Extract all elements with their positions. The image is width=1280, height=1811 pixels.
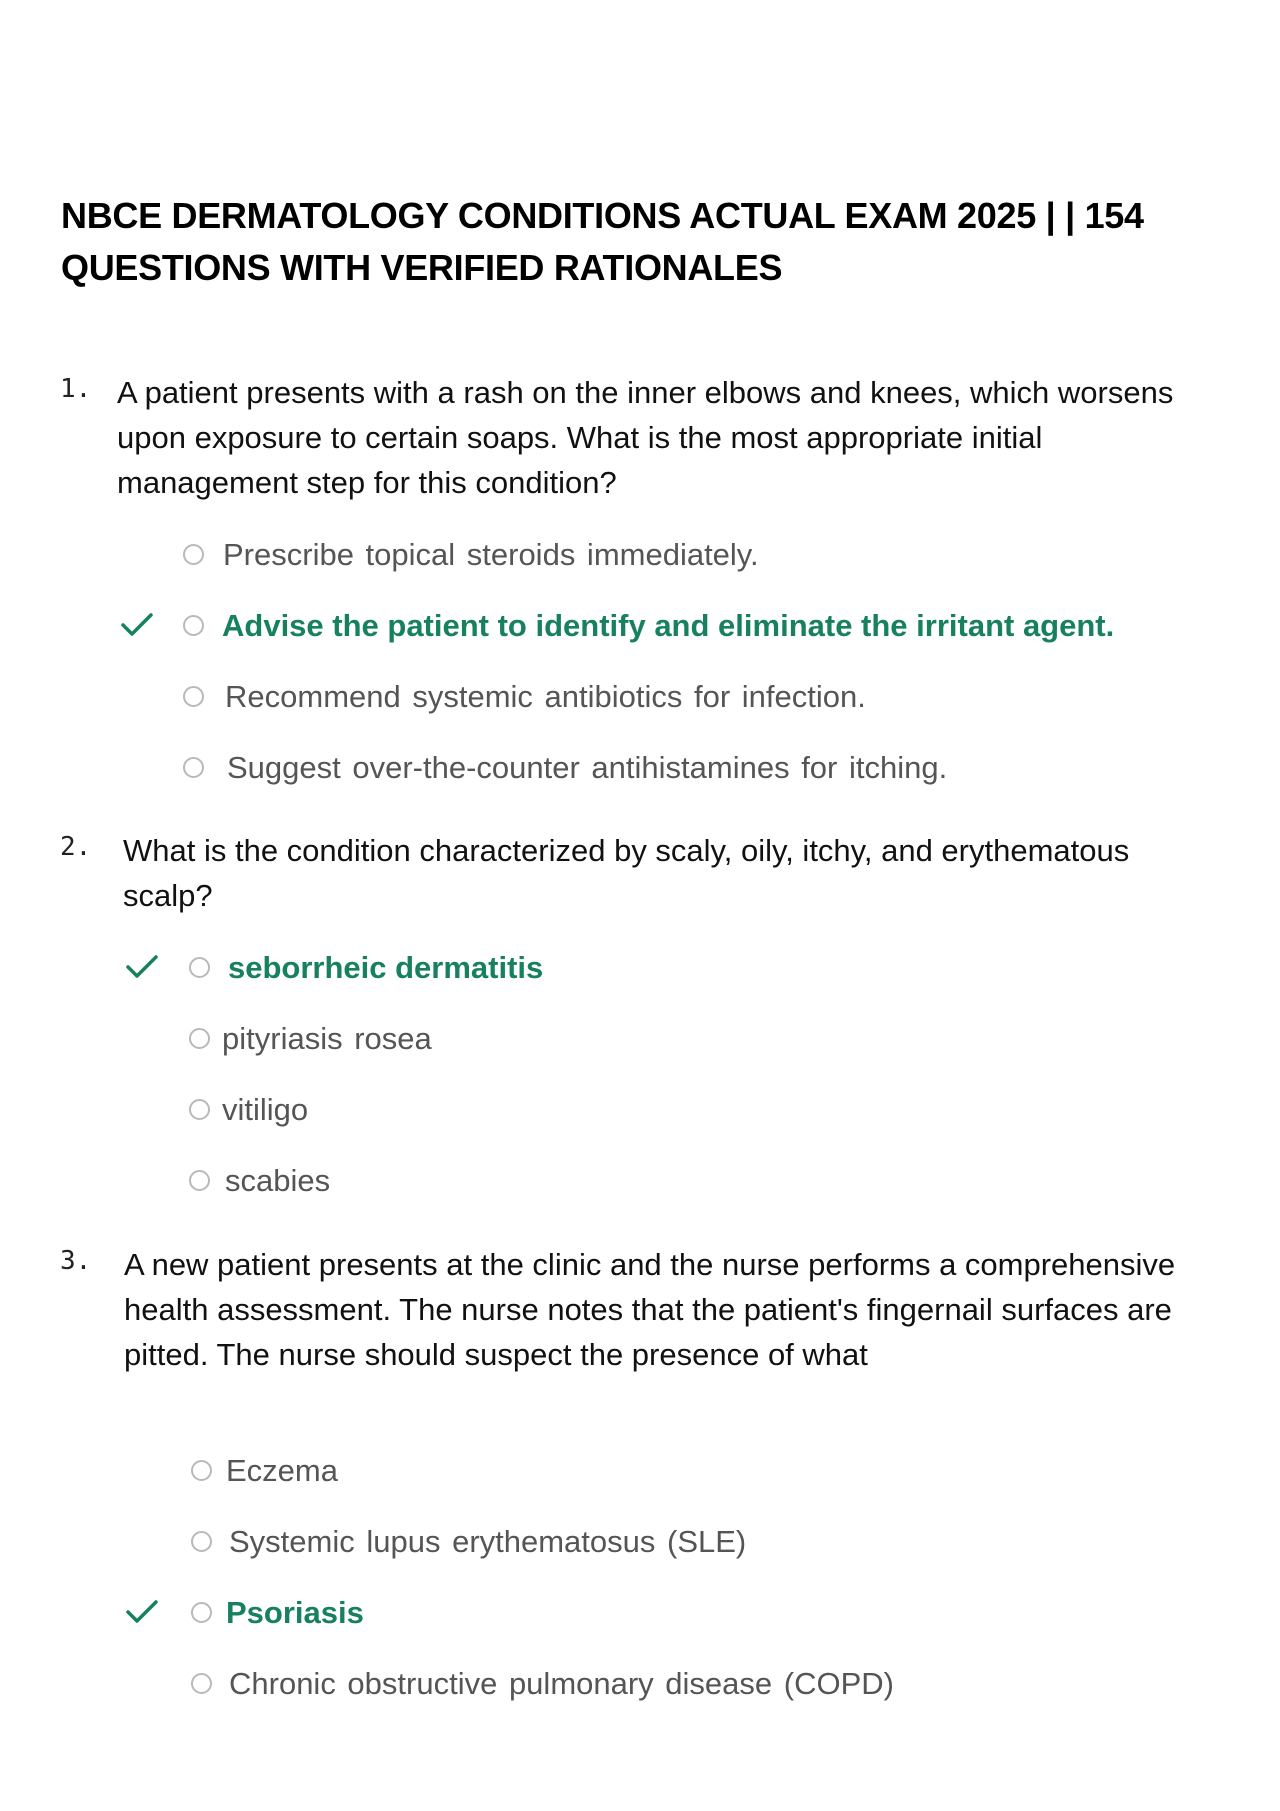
question-text: What is the condition characterized by scaly, oily, itchy, and erythematous scalp? xyxy=(123,833,1130,913)
option-label: scabies xyxy=(225,1163,331,1198)
answer-option-correct[interactable] xyxy=(0,604,1280,648)
checkmark-icon xyxy=(119,606,155,642)
question-number: 3. xyxy=(60,1246,92,1276)
option-label: Recommend systemic antibiotics for infection. xyxy=(225,679,866,714)
option-label: Advise the patient to identify and eliminate the irritant agent. xyxy=(222,608,1115,643)
answer-option[interactable] xyxy=(0,1662,1280,1706)
question-number: 1. xyxy=(60,374,92,404)
answer-option[interactable] xyxy=(0,675,1280,719)
radio-circle-icon[interactable] xyxy=(189,1028,210,1049)
checkmark-icon xyxy=(124,1593,160,1629)
answer-option[interactable] xyxy=(0,1017,1280,1061)
answer-option-correct[interactable] xyxy=(0,946,1280,990)
radio-circle-icon[interactable] xyxy=(183,544,204,565)
radio-circle-icon[interactable] xyxy=(183,686,204,707)
answer-option[interactable] xyxy=(0,746,1280,790)
radio-circle-icon[interactable] xyxy=(189,1099,210,1120)
question-number: 2. xyxy=(60,832,92,862)
checkmark-icon xyxy=(124,948,160,984)
option-label: Systemic lupus erythematosus (SLE) xyxy=(229,1524,747,1559)
option-label: Suggest over-the-counter antihistamines for itching. xyxy=(227,750,948,785)
radio-circle-icon[interactable] xyxy=(191,1531,212,1552)
question-text: A patient presents with a rash on the inner elbows and knees, which worsens upon exposure to certain soaps. What is the most appropriate initial management step for this condition? xyxy=(117,375,1174,500)
radio-circle-icon[interactable] xyxy=(191,1602,212,1623)
radio-circle-icon[interactable] xyxy=(189,1170,210,1191)
answer-option[interactable] xyxy=(0,1159,1280,1203)
answer-option[interactable] xyxy=(0,1449,1280,1493)
question-text: A new patient presents at the clinic and the nurse performs a comprehensive health assessment. The nurse notes that the patient's fingernail surfaces are pitted. The nurse should suspect the presence of what xyxy=(124,1247,1176,1372)
radio-circle-icon[interactable] xyxy=(191,1460,212,1481)
option-label: vitiligo xyxy=(222,1092,309,1127)
answer-option[interactable] xyxy=(0,1088,1280,1132)
option-label: Prescribe topical steroids immediately. xyxy=(223,537,759,572)
radio-circle-icon[interactable] xyxy=(189,957,210,978)
option-label: pityriasis rosea xyxy=(222,1021,432,1056)
option-label: seborrheic dermatitis xyxy=(228,950,544,985)
radio-circle-icon[interactable] xyxy=(183,615,204,636)
radio-circle-icon[interactable] xyxy=(183,757,204,778)
answer-option-correct[interactable] xyxy=(0,1591,1280,1635)
answer-option[interactable] xyxy=(0,533,1280,577)
answer-option[interactable] xyxy=(0,1520,1280,1564)
option-label: Eczema xyxy=(226,1453,338,1488)
option-label: Chronic obstructive pulmonary disease (COPD) xyxy=(229,1666,894,1701)
option-label: Psoriasis xyxy=(226,1595,364,1630)
radio-circle-icon[interactable] xyxy=(191,1673,212,1694)
document-title: NBCE DERMATOLOGY CONDITIONS ACTUAL EXAM 2025 | | 154 QUESTIONS WITH VERIFIED RATIONALES xyxy=(61,195,1144,288)
